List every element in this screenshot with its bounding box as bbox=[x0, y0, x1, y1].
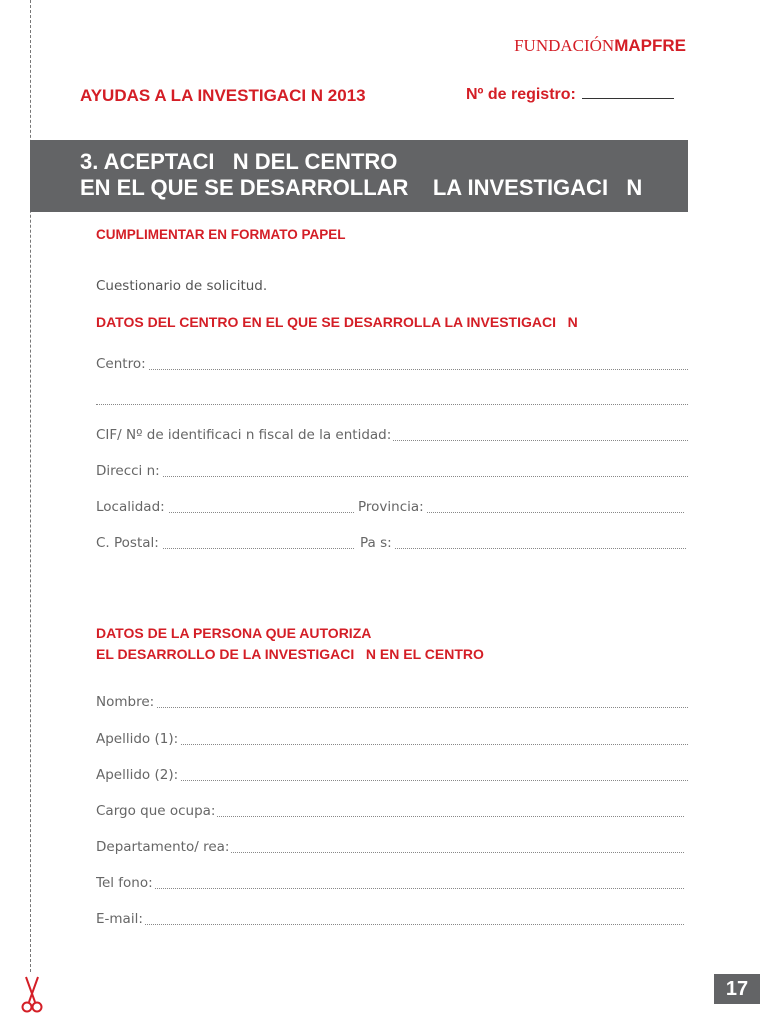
registro-line bbox=[582, 97, 674, 99]
provincia-field[interactable] bbox=[358, 498, 684, 516]
telefono-label: Tel fono: bbox=[96, 875, 153, 891]
apellido1-field[interactable] bbox=[96, 730, 688, 748]
banner-line2: EN EL QUE SE DESARROLLAR LA INVESTIGACI N bbox=[80, 175, 643, 200]
departamento-field[interactable] bbox=[96, 838, 684, 856]
departamento-label: Departamento/ rea: bbox=[96, 839, 230, 855]
centro-continuation-field[interactable] bbox=[96, 390, 688, 408]
apellido2-label: Apellido (2): bbox=[96, 767, 179, 783]
cargo-field[interactable] bbox=[96, 802, 684, 820]
cpostal-label: C. Postal: bbox=[96, 535, 162, 551]
pais-label: Pa s: bbox=[360, 535, 395, 551]
registro-label: Nº de registro: bbox=[466, 86, 576, 103]
banner-line1: 3. ACEPTACI N DEL CENTRO bbox=[80, 149, 398, 174]
program-title: AYUDAS A LA INVESTIGACI N 2013 bbox=[80, 86, 366, 105]
direccion-label: Direcci n: bbox=[96, 463, 160, 479]
cif-label: CIF/ Nº de identificaci n fiscal de la entidad: bbox=[96, 427, 392, 443]
email-label: E-mail: bbox=[96, 911, 143, 927]
instruction-heading: CUMPLIMENTAR EN FORMATO PAPEL bbox=[96, 227, 346, 242]
section2-heading-line2: EL DESARROLLO DE LA INVESTIGACI N EN EL CENTRO bbox=[96, 646, 484, 662]
apellido1-label: Apellido (1): bbox=[96, 731, 179, 747]
email-field[interactable] bbox=[96, 910, 684, 928]
cif-field[interactable] bbox=[96, 426, 688, 444]
logo-part1: FUNDACIÓN bbox=[514, 36, 615, 55]
intro-text: Cuestionario de solicitud. bbox=[96, 278, 268, 294]
nombre-field[interactable] bbox=[96, 693, 688, 711]
registro-field[interactable] bbox=[466, 86, 674, 104]
cpostal-pais-row bbox=[96, 534, 688, 552]
banner-title bbox=[80, 149, 642, 201]
provincia-label: Provincia: bbox=[358, 499, 427, 515]
direccion-field[interactable] bbox=[96, 462, 688, 480]
section-banner bbox=[30, 140, 688, 212]
localidad-label: Localidad: bbox=[96, 499, 168, 515]
section2-heading-line1: DATOS DE LA PERSONA QUE AUTORIZA bbox=[96, 625, 372, 641]
pais-field[interactable] bbox=[360, 534, 686, 552]
page-number: 17 bbox=[714, 974, 760, 1004]
cargo-label: Cargo que ocupa: bbox=[96, 803, 216, 819]
telefono-field[interactable] bbox=[96, 874, 684, 892]
localidad-field[interactable] bbox=[96, 498, 354, 516]
localidad-provincia-row bbox=[96, 498, 688, 516]
centro-label: Centro: bbox=[96, 356, 146, 372]
centro-field[interactable] bbox=[96, 355, 688, 373]
nombre-label: Nombre: bbox=[96, 694, 155, 710]
apellido2-field[interactable] bbox=[96, 766, 688, 784]
cpostal-field[interactable] bbox=[96, 534, 354, 552]
section1-heading: DATOS DEL CENTRO EN EL QUE SE DESARROLLA LA INVESTIGACI N bbox=[96, 314, 578, 330]
logo-part2: MAPFRE bbox=[614, 36, 686, 55]
section2-heading bbox=[96, 623, 484, 665]
scissors-icon bbox=[20, 975, 44, 1015]
fundacion-mapfre-logo bbox=[514, 36, 686, 56]
